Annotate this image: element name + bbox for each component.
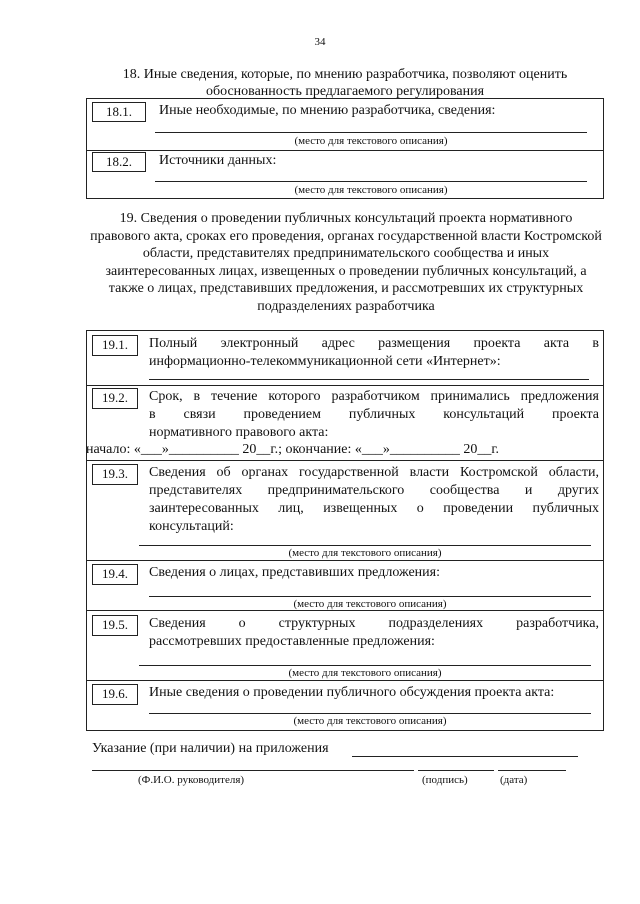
- hint-text: (место для текстового описания): [294, 135, 448, 147]
- date-caption: (дата): [500, 774, 528, 786]
- row-label-line2: в связи проведением публичных консультаций проекта: [149, 407, 599, 422]
- row-label: Иные необходимые, по мнению разработчика, сведения:: [159, 103, 496, 118]
- row-19-3: [87, 461, 603, 561]
- section-18-heading: 18. Иные сведения, которые, по мнению разработчика, позволяют оценить обоснованность предлагаемого регулирования: [122, 67, 568, 99]
- row-label-line3: нормативного правового акта:: [149, 425, 329, 440]
- row-19-1: [87, 331, 603, 386]
- row-number: 19.6.: [92, 684, 138, 705]
- row-number: 18.1.: [92, 102, 146, 122]
- section-19-heading: 19. Сведения о проведении публичных консультаций проекта нормативного правового акта, сроках его проведения, органах государственной власти Костромской области, представителях предпринимательского сообщества и иных заинтересованных лицах, извещенных о проведении публичных консультаций, а также о лицах, представивших предложения, и рассмотревших их структурных подразделениях разработчика: [90, 211, 602, 314]
- hint-text: (место для текстового описания): [288, 667, 442, 679]
- row-label: Источники данных:: [159, 153, 277, 168]
- fill-line[interactable]: [149, 713, 591, 714]
- row-18-1: [87, 99, 603, 151]
- row-18-2: [87, 151, 603, 200]
- row-label-line3: заинтересованных лиц, извещенных о проведении публичных: [149, 501, 599, 516]
- row-label-line2: рассмотревших предоставленные предложения:: [149, 634, 435, 649]
- row-number: 19.2.: [92, 388, 138, 409]
- row-number: 18.2.: [92, 152, 146, 172]
- row-label-line2: представителях предпринимательского сообщества и других: [149, 483, 599, 498]
- row-number: 19.3.: [92, 464, 138, 485]
- row-number: 19.4.: [92, 564, 138, 585]
- row-number: 19.1.: [92, 335, 138, 356]
- signature-caption: (подпись): [422, 774, 468, 786]
- fill-line[interactable]: [155, 132, 587, 133]
- row-19-6: [87, 681, 603, 730]
- hint-text: (место для текстового описания): [288, 547, 442, 559]
- date-line[interactable]: [498, 770, 566, 771]
- attachments-label: Указание (при наличии) на приложения: [92, 741, 329, 756]
- date-range[interactable]: начало: «___»__________ 20__г.; окончание: «___»__________ 20__г.: [86, 442, 500, 457]
- row-label: Иные сведения о проведении публичного обсуждения проекта акта:: [149, 685, 555, 700]
- row-19-5: [87, 611, 603, 681]
- row-label-line1: Сведения об органах государственной власти Костромской области,: [149, 465, 599, 480]
- attachments-line[interactable]: [352, 756, 578, 757]
- row-label-line4: консультаций:: [149, 519, 234, 534]
- row-label: Сведения о лицах, представивших предложения:: [149, 565, 440, 580]
- row-label-line2: информационно-телекоммуникационной сети «Интернет»:: [149, 354, 501, 369]
- page-number: 34: [314, 36, 326, 48]
- row-label-line1: Полный электронный адрес размещения проекта акта в: [149, 336, 599, 351]
- row-19-2: [87, 386, 603, 461]
- hint-text: (место для текстового описания): [294, 184, 448, 196]
- row-19-4: [87, 561, 603, 611]
- name-line[interactable]: [92, 770, 414, 771]
- signature-line[interactable]: [418, 770, 494, 771]
- row-number: 19.5.: [92, 615, 138, 636]
- row-label-line1: Сведения о структурных подразделениях разработчика,: [149, 616, 599, 631]
- fill-line[interactable]: [149, 596, 591, 597]
- name-caption: (Ф.И.О. руководителя): [138, 774, 245, 786]
- fill-line[interactable]: [155, 181, 587, 182]
- section-18-table: [86, 98, 604, 199]
- row-label-line1: Срок, в течение которого разработчиком принимались предложения: [149, 389, 599, 404]
- section-19-table: [86, 330, 604, 731]
- fill-line[interactable]: [139, 545, 591, 546]
- fill-line[interactable]: [139, 665, 591, 666]
- hint-text: (место для текстового описания): [293, 715, 447, 727]
- fill-line[interactable]: [149, 379, 589, 380]
- hint-text: (место для текстового описания): [293, 598, 447, 610]
